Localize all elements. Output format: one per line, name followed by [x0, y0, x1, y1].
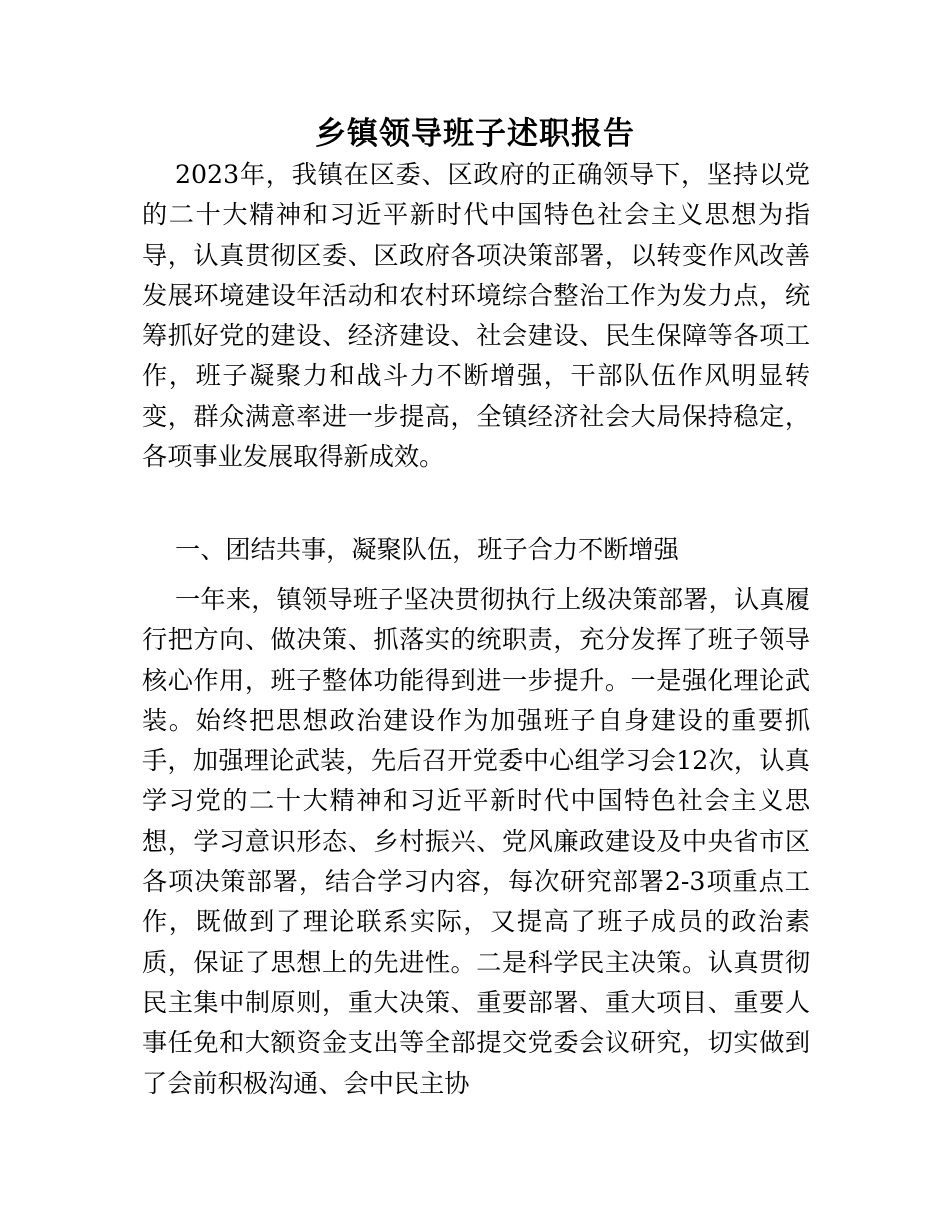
section-heading: 一、团结共事，凝聚队伍，班子合力不断增强 — [175, 535, 679, 564]
body-paragraph: 一年来，镇领导班子坚决贯彻执行上级决策部署，认真履行把方向、做决策、抓落实的统职责，充分发挥了班子领导核心作用，班子整体功能得到进一步提升。一是强化理论武装。始终把思想政治建设作为加强班子自身建设的重要抓手，加强理论武装，先后召开党委中心组学习会12次，认真学习党的二十大精神和习近平新时代中国特色社会主义思想，学习意识形态、乡村振兴、党风廉政建设及中央省市区各项决策部署，结合学习内容，每次研究部署2-3项重点工作，既做到了理论联系实际，又提高了班子成员的政治素质，保证了思想上的先进性。二是科学民主决策。认真贯彻民主集中制原则，重大决策、重要部署、重大项目、重要人事任免和大额资金支出等全部提交党委会议研究，切实做到了会前积极沟通、会中民主协 — [142, 585, 810, 1098]
document-title: 乡镇领导班子述职报告 — [315, 116, 635, 152]
intro-paragraph: 2023年，我镇在区委、区政府的正确领导下，坚持以党的二十大精神和习近平新时代中国特色社会主义思想为指导，认真贯彻区委、区政府各项决策部署，以转变作风改善发展环境建设年活动和农村环境综合整治工作为发力点，统筹抓好党的建设、经济建设、社会建设、民生保障等各项工作，班子凝聚力和战斗力不断增强，干部队伍作风明显转变，群众满意率进一步提高，全镇经济社会大局保持稳定，各项事业发展取得新成效。 — [142, 160, 810, 472]
